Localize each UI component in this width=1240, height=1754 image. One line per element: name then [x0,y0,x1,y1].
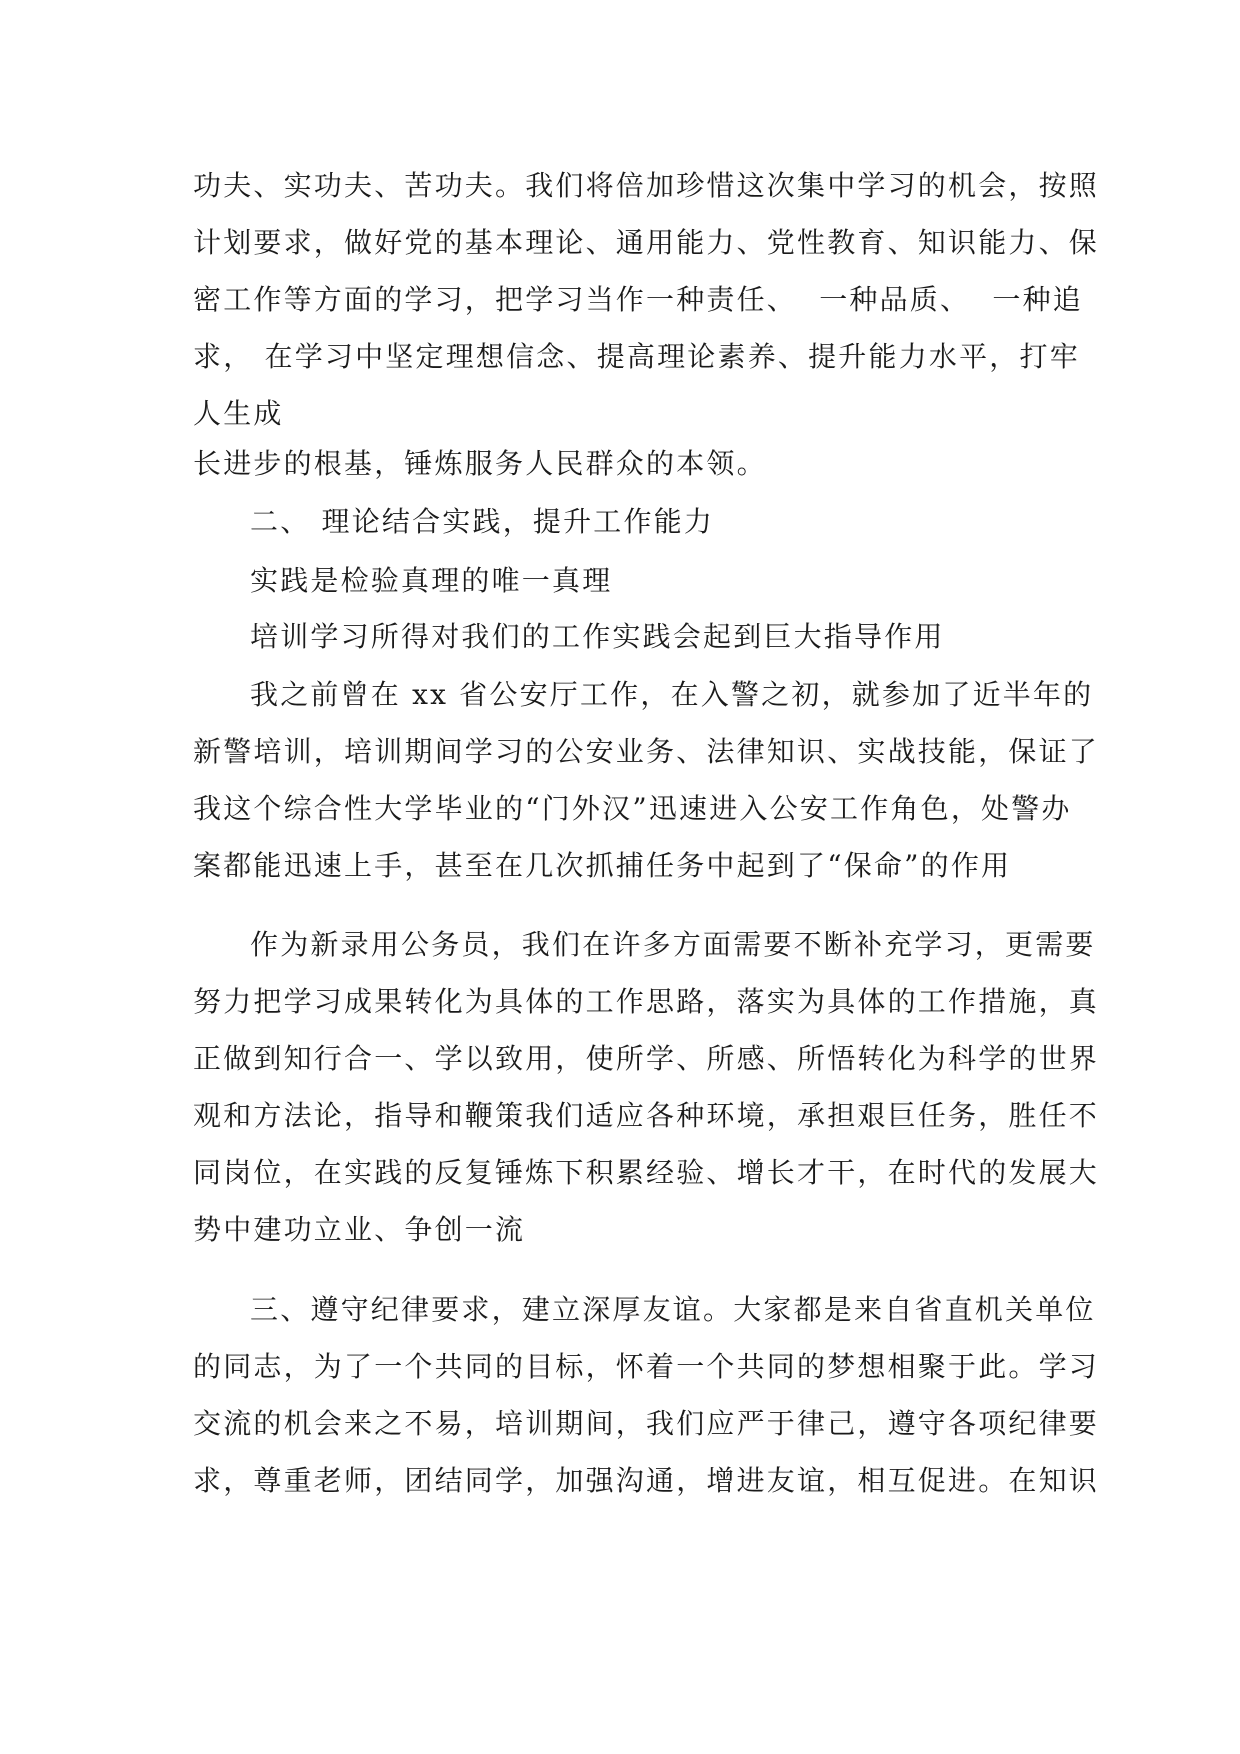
text-line: 案都能迅速上手，甚至在几次抓捕任务中起到了“保命”的作用 [193,849,1012,882]
section-heading-2: 二、 理论结合实践，提升工作能力 [250,505,715,538]
text-line-truth: 实践是检验真理的唯一真理 [250,564,613,597]
text-line: 交流的机会来之不易，培训期间，我们应严于律己，遵守各项纪律要 [193,1407,1100,1440]
text-line: 我这个综合性大学毕业的“门外汉”迅速进入公安工作角色，处警办 [193,792,1072,825]
text-line: 求，尊重老师，团结同学，加强沟通，增进友谊，相互促进。在知识 [193,1464,1100,1497]
text-line: 计划要求，做好党的基本理论、通用能力、党性教育、知识能力、保 [193,226,1100,259]
text-line: 新警培训，培训期间学习的公安业务、法律知识、实战技能，保证了 [193,735,1100,768]
text-line: 作为新录用公务员，我们在许多方面需要不断补充学习，更需要 [250,928,1096,961]
text-line: 观和方法论，指导和鞭策我们适应各种环境，承担艰巨任务，胜任不 [193,1099,1100,1132]
text-line: 求， 在学习中坚定理想信念、提高理论素养、提升能力水平，打牢 [193,340,1080,373]
text-line: 功夫、实功夫、苦功夫。我们将倍加珍惜这次集中学习的机会，按照 [193,169,1100,202]
text-line: 密工作等方面的学习，把学习当作一种责任、 一种品质、 一种追 [193,283,1084,316]
text-line: 的同志，为了一个共同的目标，怀着一个共同的梦想相聚于此。学习 [193,1350,1100,1383]
text-line: 我之前曾在 xx 省公安厅工作，在入警之初，就参加了近半年的 [250,678,1094,711]
text-line: 正做到知行合一、学以致用，使所学、所感、所悟转化为科学的世界 [193,1042,1100,1075]
text-line: 势中建功立业、争创一流 [193,1213,526,1246]
text-line: 同岗位，在实践的反复锤炼下积累经验、增长才干，在时代的发展大 [193,1156,1100,1189]
text-line: 人生成 [193,397,284,430]
text-line: 长进步的根基，锤炼服务人民群众的本领。 [193,447,767,480]
text-line: 努力把学习成果转化为具体的工作思路，落实为具体的工作措施，真 [193,985,1100,1018]
text-line: 三、遵守纪律要求，建立深厚友谊。大家都是来自省直机关单位 [250,1293,1096,1326]
text-line-guidance: 培训学习所得对我们的工作实践会起到巨大指导作用 [250,620,945,653]
